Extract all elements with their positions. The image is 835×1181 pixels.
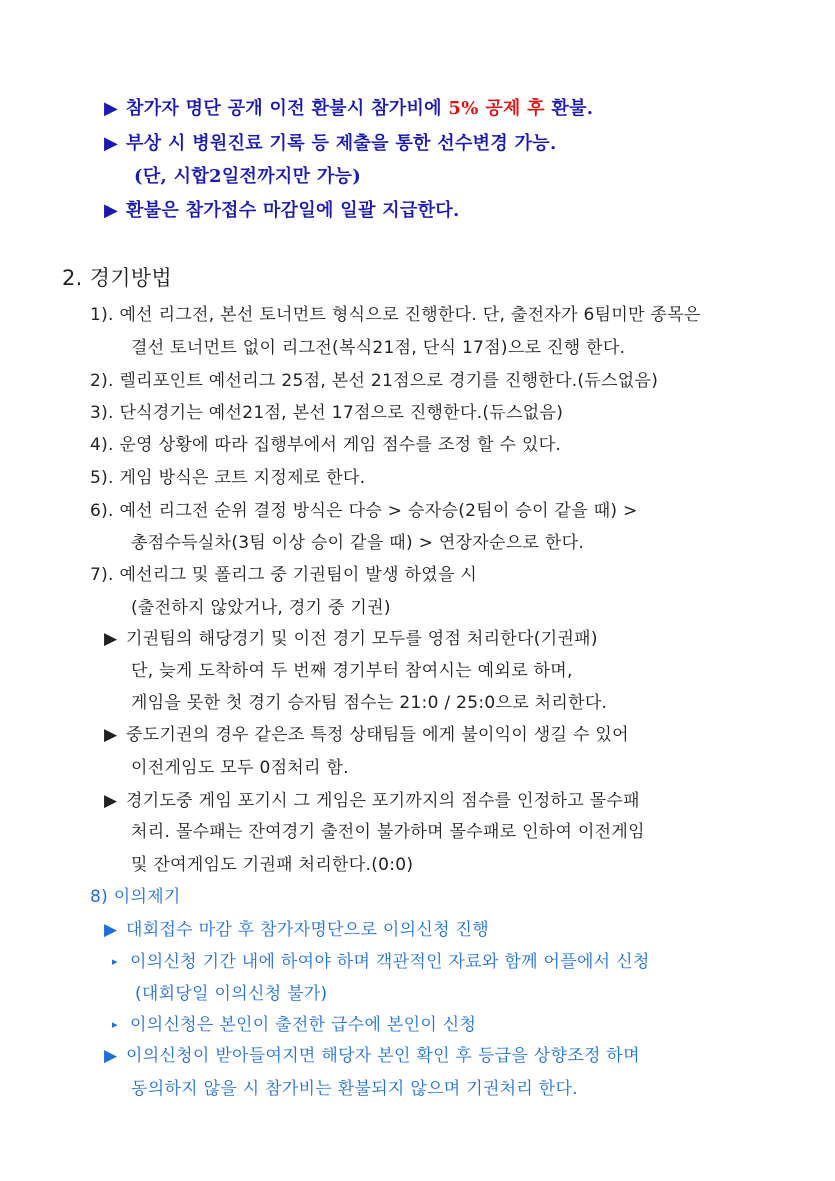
forfeit-line: 처리. 몰수패는 잔여경기 출전이 불가하며 몰수패로 인하여 이전게임 [131, 822, 645, 842]
small-arrow-icon: ▸ [112, 1018, 118, 1031]
list-item: (출전하지 않았거나, 경기 중 기권) [131, 598, 391, 618]
arrow-icon: ▶ [104, 133, 119, 154]
arrow-icon: ▶ [104, 200, 119, 221]
list-item: 7). 예선리그 및 폴리그 중 기권팀이 발생 하였을 시 [90, 565, 478, 585]
forfeit-line: 단, 늦게 도착하여 두 번째 경기부터 참여시는 예외로 하며, [131, 661, 573, 681]
arrow-icon: ▶ [104, 98, 119, 119]
small-arrow-icon: ▸ [112, 955, 118, 968]
objection-line: (대회당일 이의신청 불가) [135, 984, 328, 1004]
list-item: 결선 토너먼트 없이 리그전(복식21점, 단식 17점)으로 진행 한다. [131, 338, 626, 358]
forfeit-bullet: ▶ 중도기권의 경우 같은조 특정 상태팀들 에게 불이익이 생길 수 있어 [104, 725, 629, 745]
list-item: 4). 운영 상황에 따라 집행부에서 게임 점수를 조정 할 수 있다. [90, 435, 562, 455]
objection-line: 동의하지 않을 시 참가비는 환불되지 않으며 기권처리 한다. [131, 1079, 578, 1099]
objection-bullet: ▶ 대회접수 마감 후 참가자명단으로 이의신청 진행 [104, 920, 489, 940]
objection-title: 8) 이의제기 [90, 887, 181, 907]
note-refund-payment: ▶ 환불은 참가접수 마감일에 일괄 지급한다. [104, 200, 460, 221]
forfeit-bullet: ▶ 기권팀의 해당경기 및 이전 경기 모두를 영점 처리한다(기권패) [104, 629, 598, 649]
deduction-highlight: 5% 공제 후 [448, 98, 545, 119]
forfeit-line: 게임을 못한 첫 경기 승자팀 점수는 21:0 / 25:0으로 처리한다. [131, 693, 608, 713]
note-player-change-sub: (단, 시합2일전까지만 가능) [134, 166, 362, 187]
arrow-icon: ▶ [104, 1046, 118, 1066]
forfeit-line: 이전게임도 모두 0점처리 함. [131, 758, 349, 778]
arrow-icon: ▶ [104, 629, 118, 649]
note-player-change: ▶ 부상 시 병원진료 기록 등 제출을 통한 선수변경 가능. [104, 133, 557, 154]
objection-subbullet: ▸ 이의신청 기간 내에 하여야 하며 객관적인 자료와 함께 어플에서 신청 [112, 952, 650, 972]
arrow-icon: ▶ [104, 725, 118, 745]
list-item: 5). 게임 방식은 코트 지정제로 한다. [90, 468, 366, 488]
objection-subbullet: ▸ 이의신청은 본인이 출전한 급수에 본인이 신청 [112, 1015, 477, 1035]
objection-bullet: ▶ 이의신청이 받아들여지면 해당자 본인 확인 후 등급을 상향조정 하며 [104, 1046, 640, 1066]
list-item: 3). 단식경기는 예선21점, 본선 17점으로 진행한다.(듀스없음) [90, 403, 564, 423]
forfeit-bullet: ▶ 경기도중 게임 포기시 그 게임은 포기까지의 점수를 인정하고 몰수패 [104, 791, 640, 811]
note-refund-before-list: ▶ 참가자 명단 공개 이전 환불시 참가비에 5% 공제 후 환불. [104, 98, 594, 119]
list-item: 6). 예선 리그전 순위 결정 방식은 다승 > 승자승(2팀이 승이 같을 때) > [90, 501, 638, 521]
list-item: 2). 렐리포인트 예선리그 25점, 본선 21점으로 경기를 진행한다.(듀스없음) [90, 371, 659, 391]
arrow-icon: ▶ [104, 920, 118, 940]
list-item: 총점수득실차(3팀 이상 승이 같을 때) > 연장자순으로 한다. [131, 533, 585, 553]
list-item: 1). 예선 리그전, 본선 토너먼트 형식으로 진행한다. 단, 출전자가 6팀미만 종목은 [90, 305, 701, 325]
arrow-icon: ▶ [104, 791, 118, 811]
section-title: 2. 경기방법 [62, 266, 172, 290]
forfeit-line: 및 잔여게임도 기권패 처리한다.(0:0) [131, 855, 414, 875]
